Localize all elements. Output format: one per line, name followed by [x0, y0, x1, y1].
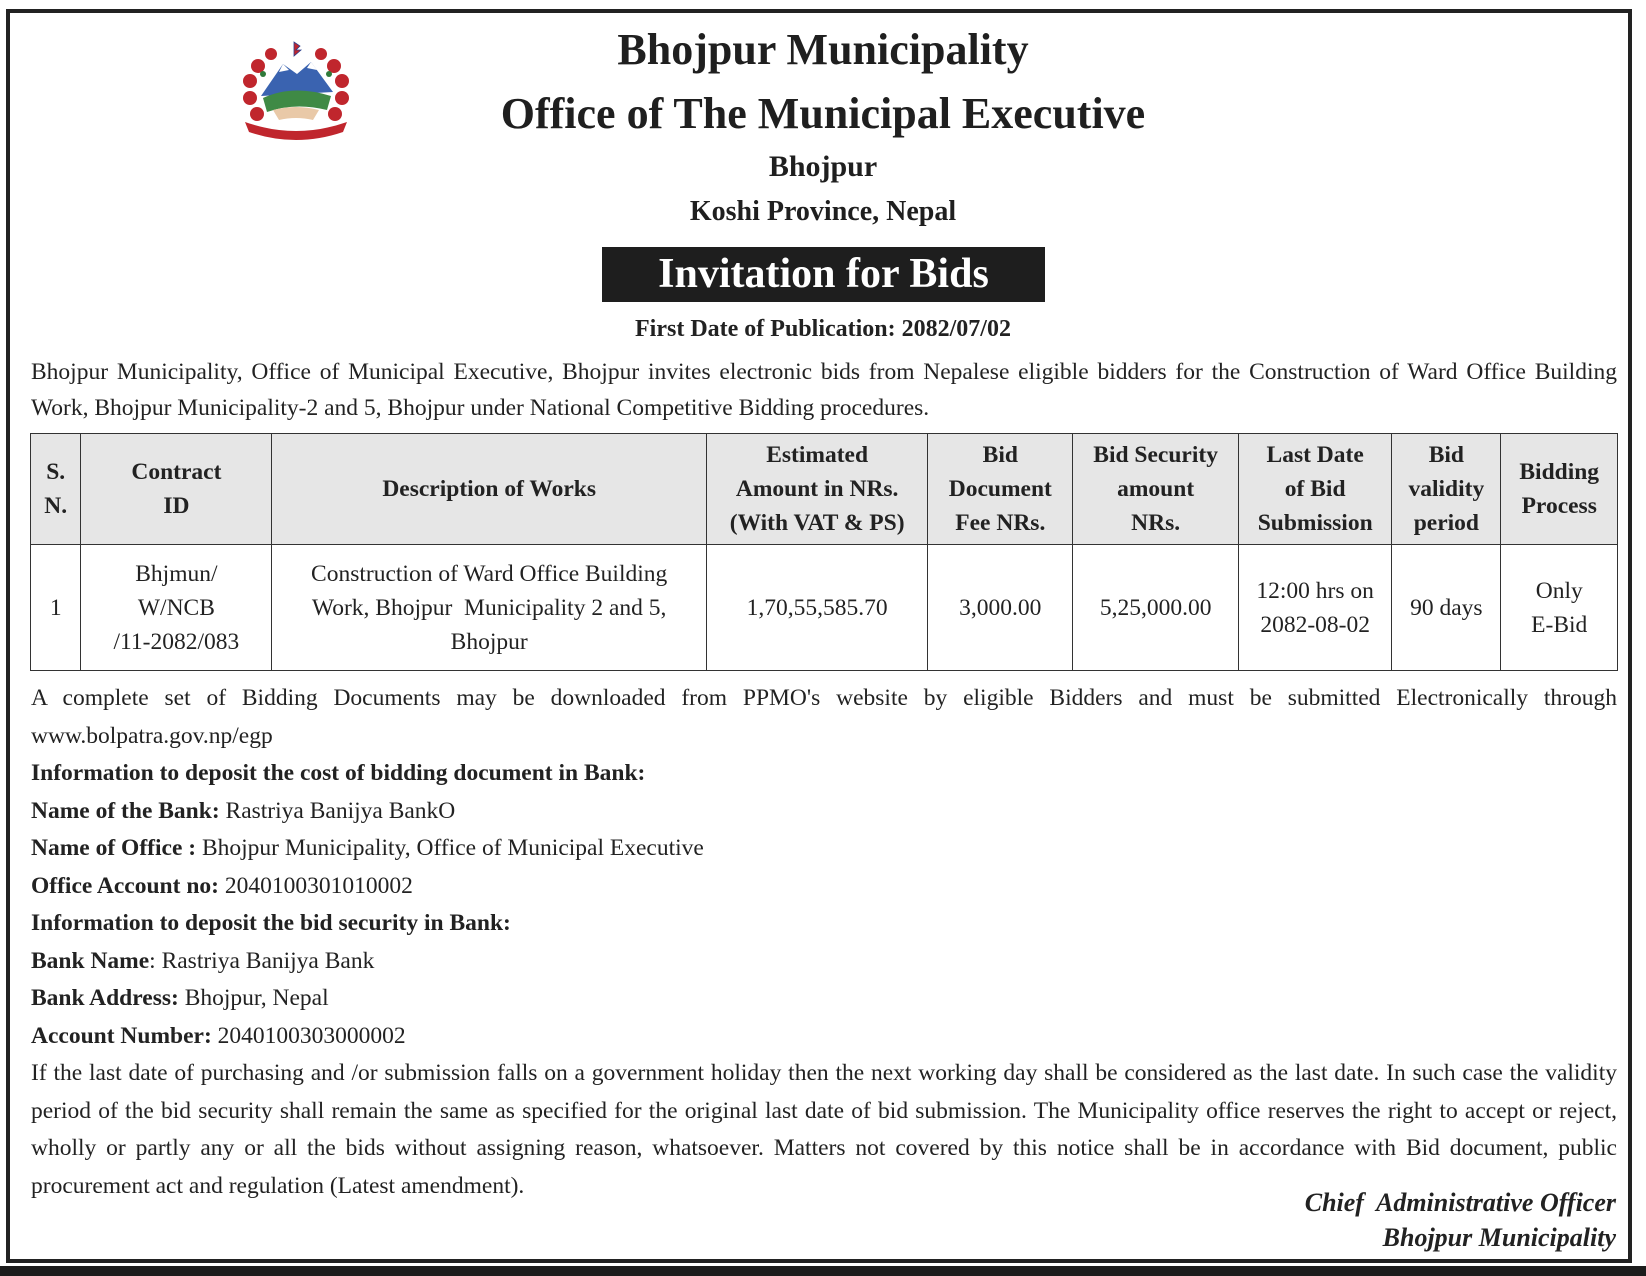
district-name: Bhojpur [768, 150, 878, 183]
value: : Rastriya Banijya Bank [149, 947, 375, 974]
header-line: Bid [982, 442, 1018, 468]
cell-process [1501, 545, 1618, 671]
table-row [31, 545, 1618, 671]
last-date-line: 12:00 hrs on [1256, 577, 1374, 604]
header-estimated-amount [706, 434, 927, 545]
signatory-title: Chief Administrative Officer [1304, 1188, 1616, 1217]
header-bid-security [1073, 434, 1239, 545]
label: Name of Office : [31, 835, 197, 861]
office-title: Office of The Municipal Executive [500, 89, 1146, 138]
closing-paragraph: If the last date of purchasing and /or submission falls on a government holiday then the next working day shall be considered as the last date. In such case the validity period of the bid security shall remain the same as specified for the original last date of bid submission. The Municipality office reserves the right to accept or reject, wholly or partly any or all the bids without assigning reason, whatsoever. Matters not covered by this notice shall be in accordance with Bid document, public procurement act and regulation (Latest amendment). [31, 1060, 1617, 1199]
signatory-organization: Bhojpur Municipality [1382, 1223, 1616, 1252]
contract-id-line: /11-2082/083 [113, 628, 240, 655]
header-line: ID [163, 493, 190, 519]
header-validity [1392, 434, 1501, 545]
security-address-line [31, 980, 1617, 1018]
security-bank-line [31, 943, 1617, 981]
deposit-info [31, 680, 1617, 1055]
table-header-row [31, 434, 1618, 545]
cell-estimated-amount: 1,70,55,585.70 [706, 545, 927, 671]
label: Office Account no: [31, 872, 219, 899]
value: 2040100301010002 [218, 872, 413, 899]
header-line: Description of Works [382, 476, 596, 502]
header-line: N. [44, 493, 68, 519]
header-contract-id [81, 434, 272, 545]
header-line: period [1413, 510, 1479, 536]
header-line: Bidding [1519, 459, 1600, 485]
header-process [1501, 434, 1618, 545]
deposit-office-line [31, 830, 1617, 868]
download-note: A complete set of Bidding Documents may be downloaded from PPMO's website by eligible Bidders and must be submitted Electronically through [31, 685, 1617, 711]
header-line: Process [1521, 493, 1597, 519]
cell-sn: 1 [31, 545, 81, 671]
header-description [272, 434, 707, 545]
header-line: validity [1408, 476, 1485, 502]
header-sn [31, 434, 81, 545]
header-line: Fee NRs. [955, 510, 1046, 536]
header-document-fee [928, 434, 1073, 545]
intro-paragraph: Bhojpur Municipality, Office of Municipal Executive, Bhojpur invites electronic bids from Nepalese eligible bidders for the Construction of Ward Office Building Work, Bhojpur Municipality-2 and 5, Bhojpur under National Competitive Bidding procedures. [31, 359, 1617, 421]
publication-date: First Date of Publication: 2082/07/02 [635, 316, 1011, 342]
deposit-bank-line [31, 793, 1617, 831]
contract-id-line: W/NCB [137, 594, 215, 621]
download-link[interactable]: www.bolpatra.gov.np/egp [31, 722, 273, 749]
cell-bid-security: 5,25,000.00 [1073, 545, 1239, 671]
header-line: Submission [1257, 510, 1373, 536]
value: Bhojpur, Nepal [178, 985, 329, 1011]
cell-document-fee: 3,000.00 [928, 545, 1073, 671]
notice-title-banner: Invitation for Bids [602, 247, 1045, 302]
label: Account Number: [31, 1022, 212, 1049]
header-line: of Bid [1284, 476, 1346, 502]
header-line: Last Date [1266, 442, 1364, 468]
description-line: Work, Bhojpur Municipality 2 and 5, [311, 594, 667, 621]
last-date-line: 2082-08-02 [1260, 611, 1370, 638]
deposit-account-line [31, 868, 1617, 906]
value: Bhojpur Municipality, Office of Municipal Executive [196, 835, 704, 861]
header-line: S. [46, 459, 66, 485]
header-line: Bid [1428, 442, 1464, 468]
process-line: E-Bid [1531, 611, 1588, 638]
value: 2040100303000002 [211, 1022, 406, 1049]
bids-table [30, 433, 1618, 671]
header-line: amount [1117, 476, 1195, 502]
label: Name of the Bank: [31, 797, 220, 824]
description-line: Construction of Ward Office Building [311, 560, 668, 587]
header-line: Bid Security [1093, 442, 1218, 468]
cell-description [272, 545, 707, 671]
cell-last-date [1239, 545, 1392, 671]
bottom-rule [0, 1266, 1646, 1276]
process-line: Only [1535, 577, 1583, 604]
header-line: (With VAT & PS) [729, 510, 905, 536]
contract-id-line: Bhjmun/ [135, 560, 218, 587]
header-line: Amount in NRs. [735, 476, 899, 502]
header-last-date [1239, 434, 1392, 545]
cell-contract-id [81, 545, 272, 671]
security-account-line [31, 1018, 1617, 1056]
province-name: Koshi Province, Nepal [689, 196, 957, 227]
deposit-cost-heading: Information to deposit the cost of bidding document in Bank: [31, 760, 646, 786]
description-line: Bhojpur [450, 628, 528, 655]
deposit-security-heading: Information to deposit the bid security in Bank: [31, 910, 511, 936]
municipality-title: Bhojpur Municipality [617, 25, 1029, 74]
label: Bank Address: [31, 985, 179, 1011]
header-line: Estimated [766, 442, 869, 468]
value: Rastriya Banijya BankO [219, 797, 456, 824]
header-line: Contract [131, 459, 222, 485]
label: Bank Name [31, 947, 150, 974]
header-line: Document [948, 476, 1052, 502]
header-line: NRs. [1131, 510, 1181, 536]
cell-validity: 90 days [1392, 545, 1501, 671]
